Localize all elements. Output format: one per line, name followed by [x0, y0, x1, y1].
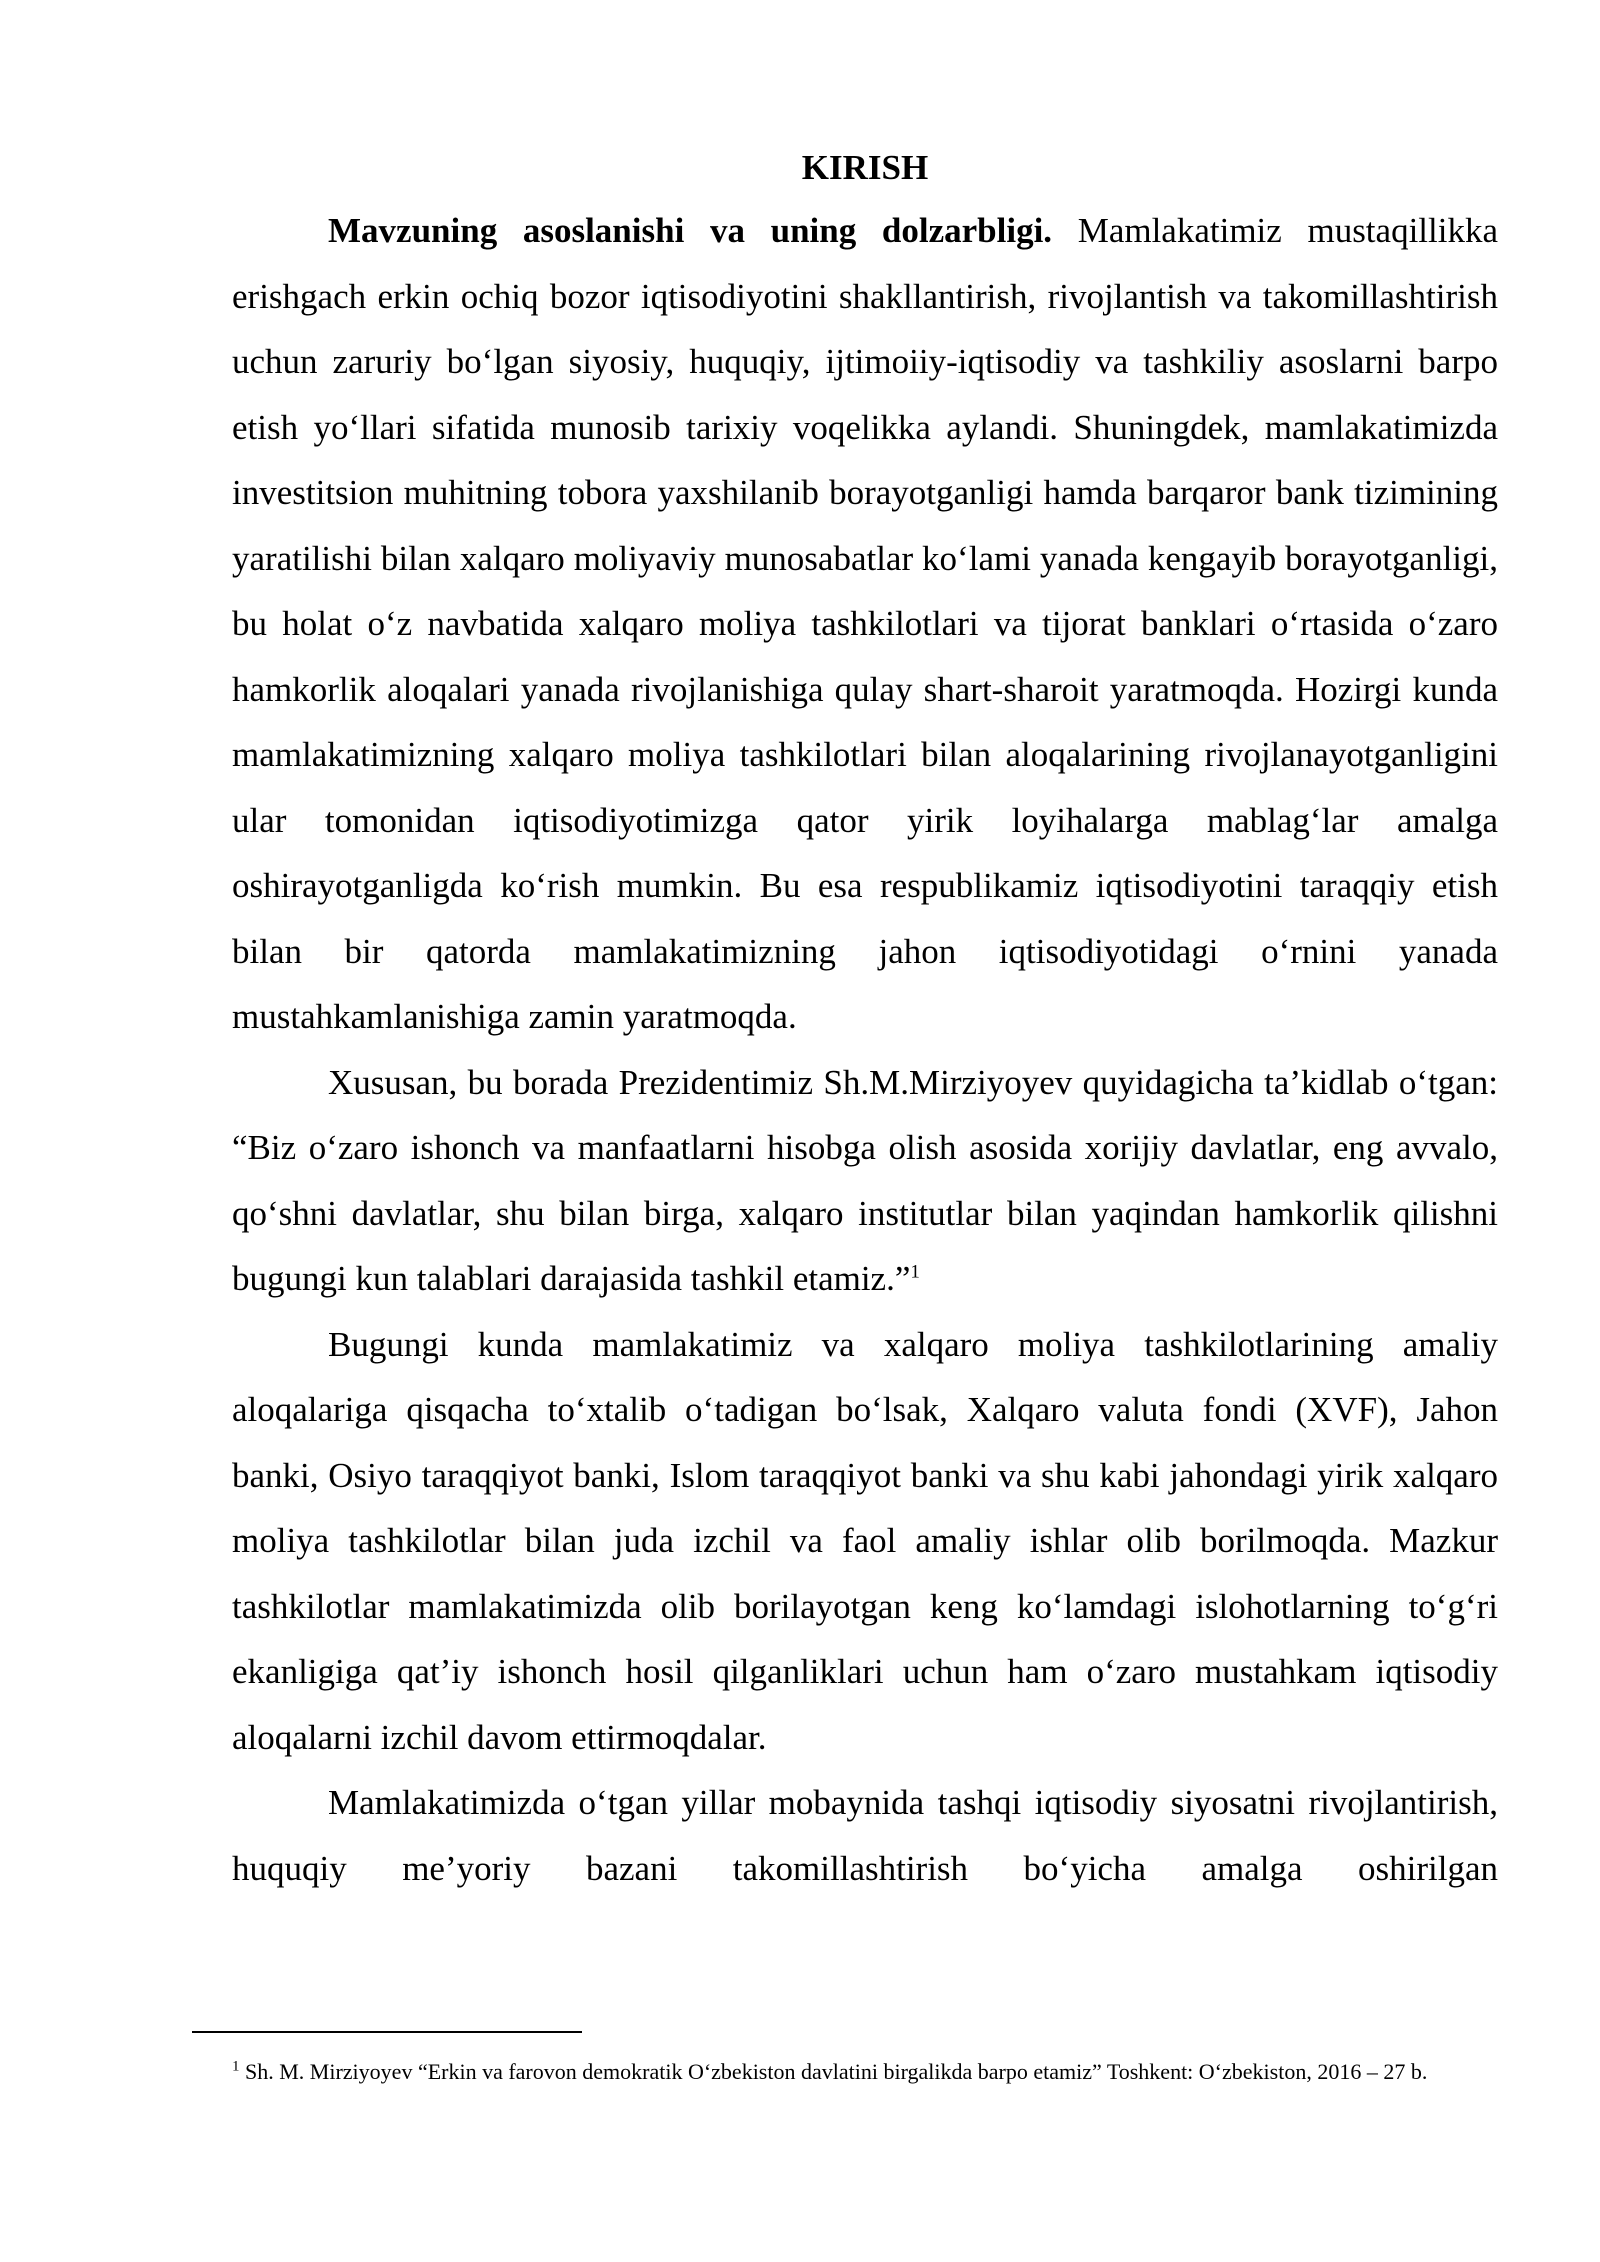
- paragraph-intro: [232, 198, 1498, 1050]
- paragraph-lead: Mavzuning asoslanishi va uning dolzarbligi.: [328, 211, 1053, 250]
- footnote: [232, 2058, 1498, 2086]
- footnote-text: Sh. M. Mirziyoyev “Erkin va farovon demokratik O‘zbekiston davlatini birgalikda barpo etamiz” Toshkent: O‘zbekiston, 2016 – 27 b.: [245, 2059, 1428, 2084]
- paragraph-quote: [232, 1050, 1498, 1312]
- footnote-marker: 1: [232, 2058, 240, 2075]
- paragraph-institutions: [232, 1312, 1498, 1771]
- paragraph-text: Bugungi kunda mamlakatimiz va xalqaro moliya tashkilotlarining amaliy aloqalariga qisqacha to‘xtalib o‘tadigan bo‘lsak, Xalqaro valuta fondi (XVF), Jahon banki, Osiyo taraqqiyot banki, Islom taraqqiyot banki va shu kabi jahondagi yirik xalqaro moliya tashkilotlar bilan juda izchil va faol amaliy ishlar olib borilmoqda. Mazkur tashkilotlar mamlakatimizda olib borilayotgan keng ko‘lamdagi islohotlarning to‘g‘ri ekanligiga qat’iy ishonch hosil qilganliklari uchun ham o‘zaro mustahkam iqtisodiy aloqalarni izchil davom ettirmoqdalar.: [232, 1324, 1498, 1757]
- footnote-reference[interactable]: 1: [910, 1261, 920, 1283]
- paragraph-text: Xususan, bu borada Prezidentimiz Sh.M.Mirziyoyev quyidagicha ta’kidlab o‘tgan: “Biz o‘zaro ishonch va manfaatlarni hisobga olish asosida xorijiy davlatlar, eng avvalo, qo‘shni davlatlar, shu bilan birga, xalqaro institutlar bilan yaqindan hamkorlik qilishni bugungi kun talablari darajasida tashkil etamiz.”: [232, 1062, 1498, 1298]
- footnote-separator: [192, 2031, 582, 2033]
- paragraph-text: Mamlakatimiz mustaqillikka erishgach erkin ochiq bozor iqtisodiyotini shakllantirish, rivojlantish va takomillashtirish uchun zaruriy bo‘lgan siyosiy, huquqiy, ijtimoiiy-iqtisodiy va tashkiliy asoslarni barpo etish yo‘llari sifatida munosib tarixiy voqelikka aylandi. Shuningdek, mamlakatimizda investitsion muhitning tobora yaxshilanib borayotganligi hamda barqaror bank tizimining yaratilishi bilan xalqaro moliyaviy munosabatlar ko‘lami yanada kengayib borayotganligi, bu holat o‘z navbatida xalqaro moliya tashkilotlari va tijorat banklari o‘rtasida o‘zaro hamkorlik aloqalari yanada rivojlanishiga qulay shart-sharoit yaratmoqda. Hozirgi kunda mamlakatimizning xalqaro moliya tashkilotlari bilan aloqalarining rivojlanayotganligini ular tomonidan iqtisodiyotimizga qator yirik loyihalarga mablag‘lar amalga oshirayotganligda ko‘rish mumkin. Bu esa respublikamiz iqtisodiyotini taraqqiy etish bilan bir qatorda mamlakatimizning jahon iqtisodiyotidagi o‘rnini yanada mustahkamlanishiga zamin yaratmoqda.: [232, 211, 1498, 1036]
- section-heading: KIRISH: [801, 148, 929, 187]
- page-body: [232, 138, 1498, 1901]
- paragraph-policy: [232, 1770, 1498, 1901]
- paragraph-text: Mamlakatimizda o‘tgan yillar mobaynida tashqi iqtisodiy siyosatni rivojlantirish, huquqiy me’yoriy bazani takomillashtirish bo‘yicha amalga oshirilgan: [232, 1783, 1498, 1888]
